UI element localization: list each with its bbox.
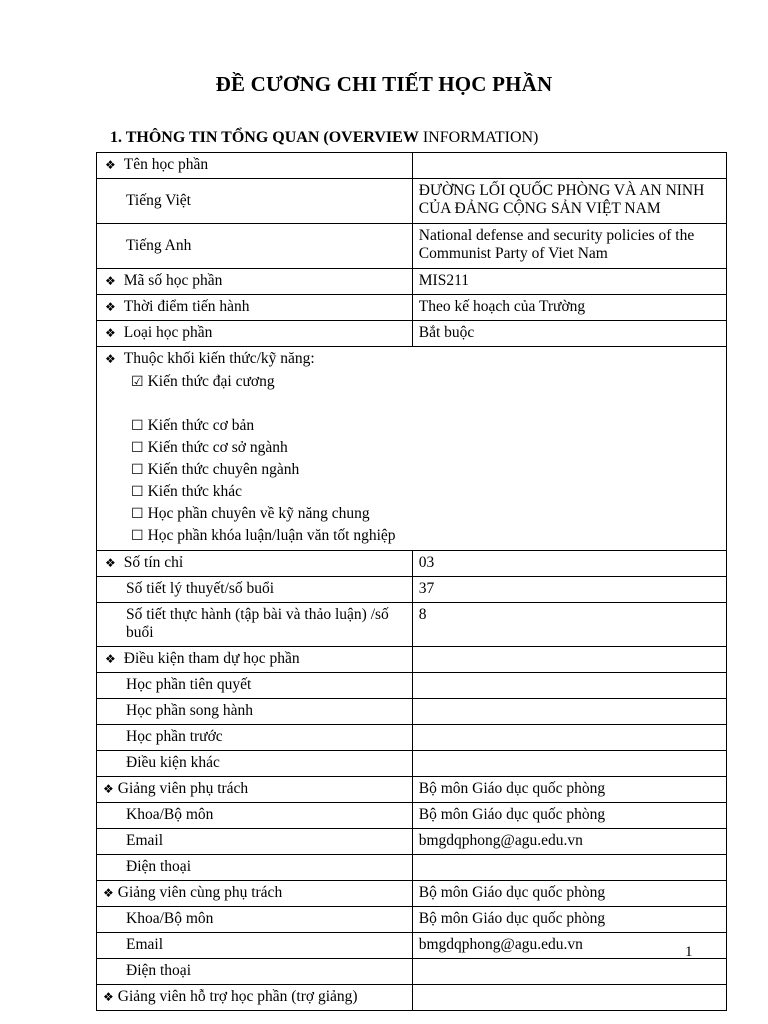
checkbox-icon[interactable]: ☐ (131, 462, 144, 478)
knowledge-option[interactable] (131, 503, 414, 525)
checkbox-icon[interactable]: ☐ (131, 484, 144, 500)
table-row (97, 269, 727, 295)
section-heading (110, 129, 538, 147)
row-label: Mã số học phần (123, 272, 223, 289)
table-row (97, 699, 727, 725)
knowledge-option-empty (131, 393, 441, 415)
row-value (412, 699, 726, 725)
row-label: Điều kiện tham dự học phần (123, 650, 300, 667)
row-label: Giảng viên cùng phụ trách (117, 884, 283, 901)
table-row (97, 907, 727, 933)
row-label: Tiếng Anh (97, 224, 413, 269)
row-label: Giảng viên phụ trách (117, 780, 249, 797)
option-label: Kiến thức cơ bản (147, 417, 255, 434)
option-label: Kiến thức đại cương (147, 373, 275, 390)
row-label: Giảng viên hỗ trợ học phần (trợ giảng) (117, 988, 358, 1005)
checkbox-checked-icon[interactable]: ☑ (131, 374, 144, 390)
diamond-bullet-icon: ❖ (105, 556, 116, 570)
row-value: Bộ môn Giáo dục quốc phòng (412, 777, 726, 803)
diamond-bullet-icon: ❖ (105, 300, 116, 314)
table-row (97, 803, 727, 829)
knowledge-option[interactable] (131, 437, 441, 459)
table-row (97, 551, 727, 577)
table-row (97, 881, 727, 907)
overview-table (96, 152, 727, 1011)
option-label: Kiến thức cơ sở ngành (147, 439, 288, 456)
row-value (412, 153, 726, 179)
table-row (97, 985, 727, 1011)
row-label: Loại học phần (123, 324, 213, 341)
email-value[interactable]: bmgdqphong@agu.edu.vn (412, 829, 726, 855)
row-value: 03 (412, 551, 726, 577)
table-row (97, 647, 727, 673)
diamond-bullet-icon: ❖ (105, 352, 116, 366)
row-value (412, 855, 726, 881)
row-value: MIS211 (412, 269, 726, 295)
option-label: Học phần khóa luận/luận văn tốt nghiệp (147, 527, 396, 544)
table-row (97, 673, 727, 699)
row-label: Khoa/Bộ môn (97, 907, 413, 933)
option-label: Kiến thức khác (147, 483, 243, 500)
table-row (97, 321, 727, 347)
row-label: Khoa/Bộ môn (97, 803, 413, 829)
row-label: Tên học phần (123, 156, 209, 173)
row-value (412, 751, 726, 777)
row-label: Điện thoại (97, 855, 413, 881)
knowledge-block-label: Thuộc khối kiến thức/kỹ năng: (123, 350, 315, 367)
diamond-bullet-icon: ❖ (105, 274, 116, 288)
knowledge-options (131, 371, 720, 547)
table-row (97, 933, 727, 959)
checkbox-icon[interactable]: ☐ (131, 418, 144, 434)
knowledge-option[interactable] (131, 481, 441, 503)
table-row (97, 829, 727, 855)
table-row (97, 179, 727, 224)
row-label: Email (97, 829, 413, 855)
page-number: 1 (685, 944, 693, 960)
document-title: ĐỀ CƯƠNG CHI TIẾT HỌC PHẦN (215, 72, 553, 96)
row-value (412, 959, 726, 985)
table-row (97, 855, 727, 881)
row-label: Số tiết thực hành (tập bài và thảo luận) /số buổi (97, 603, 413, 647)
row-value (412, 673, 726, 699)
table-row (97, 959, 727, 985)
row-label: Email (97, 933, 413, 959)
knowledge-option[interactable] (131, 459, 414, 481)
row-value (412, 725, 726, 751)
row-value: Theo kế hoạch của Trường (412, 295, 726, 321)
row-label: Điều kiện khác (97, 751, 413, 777)
option-label: Học phần chuyên về kỹ năng chung (147, 505, 370, 522)
diamond-bullet-icon: ❖ (105, 652, 116, 666)
diamond-bullet-icon: ❖ (105, 326, 116, 340)
email-value[interactable]: bmgdqphong@agu.edu.vn (412, 933, 726, 959)
row-value: ĐƯỜNG LỐI QUỐC PHÒNG VÀ AN NINH CỦA ĐẢNG CỘNG SẢN VIỆT NAM (412, 179, 726, 224)
row-label: Điện thoại (97, 959, 413, 985)
table-row (97, 603, 727, 647)
table-row (97, 777, 727, 803)
diamond-bullet-icon: ❖ (103, 990, 114, 1004)
knowledge-option[interactable] (131, 371, 414, 393)
section-heading-rest: INFORMATION) (418, 129, 539, 146)
table-row (97, 751, 727, 777)
knowledge-option[interactable] (131, 415, 414, 437)
row-label: Học phần tiên quyết (97, 673, 413, 699)
row-value: 37 (412, 577, 726, 603)
row-value: Bắt buộc (412, 321, 726, 347)
diamond-bullet-icon: ❖ (105, 158, 116, 172)
row-value: National defense and security policies of the Communist Party of Viet Nam (412, 224, 726, 269)
row-label: Thời điểm tiến hành (123, 298, 250, 315)
row-label: Học phần trước (97, 725, 413, 751)
row-value: 8 (412, 603, 726, 647)
row-value (412, 647, 726, 673)
checkbox-icon[interactable]: ☐ (131, 506, 144, 522)
checkbox-icon[interactable]: ☐ (131, 528, 144, 544)
row-label: Số tín chỉ (123, 554, 184, 571)
table-row-knowledge-block (97, 347, 727, 551)
row-value (412, 985, 726, 1011)
checkbox-icon[interactable]: ☐ (131, 440, 144, 456)
table-row (97, 295, 727, 321)
table-row (97, 224, 727, 269)
row-value: Bộ môn Giáo dục quốc phòng (412, 803, 726, 829)
table-row (97, 153, 727, 179)
row-value: Bộ môn Giáo dục quốc phòng (412, 907, 726, 933)
knowledge-option[interactable] (131, 525, 441, 547)
diamond-bullet-icon: ❖ (103, 782, 114, 796)
row-label: Học phần song hành (97, 699, 413, 725)
row-value: Bộ môn Giáo dục quốc phòng (412, 881, 726, 907)
table-row (97, 725, 727, 751)
section-heading-bold: 1. THÔNG TIN TỔNG QUAN (OVERVIEW (110, 129, 419, 146)
row-label: Số tiết lý thuyết/số buổi (97, 577, 413, 603)
table-row (97, 577, 727, 603)
diamond-bullet-icon: ❖ (103, 886, 114, 900)
option-label: Kiến thức chuyên ngành (147, 461, 300, 478)
row-label: Tiếng Việt (97, 179, 413, 224)
